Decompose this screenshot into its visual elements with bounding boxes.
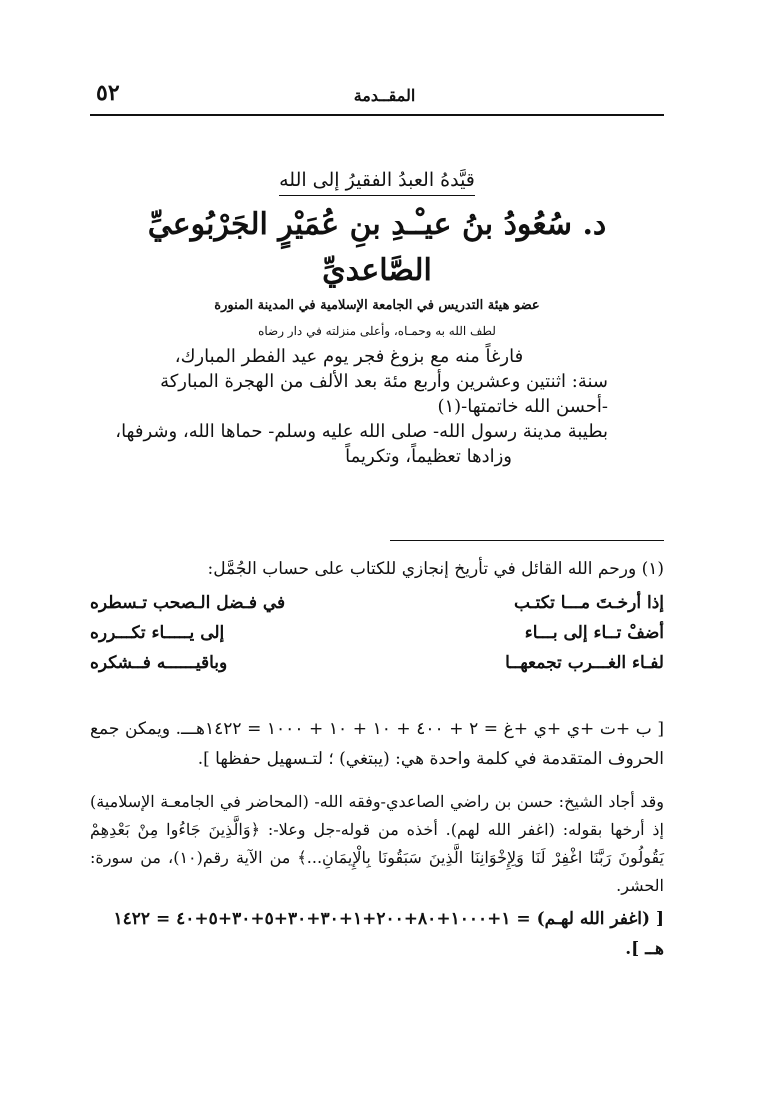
verse-first-hemistich: أضفْ تــاء إلى بـــاء <box>524 623 664 643</box>
completion-line: فارغاً منه مع بزوغ فجر يوم عيد الفطر المبارك، <box>174 346 524 367</box>
poem-verses <box>90 588 664 678</box>
verse-second-hemistich: في فـضل الـصحب تـسطره <box>90 593 286 613</box>
footnote <box>90 556 664 964</box>
completion-line: سنة: اثنتين وعشرين وأربع مئة بعد الألف من الهجرة المباركة <box>160 371 608 392</box>
verse-second-hemistich: إلى يـــــاء تكـــرره <box>90 623 225 643</box>
author-position: عضو هيئة التدريس في الجامعة الإسلامية في المدينة المنورة <box>214 298 540 313</box>
abjad-calculation-second: [ (اغفر الله لهـم) = ١+١٠٠٠+٨٠+٢٠٠+١+٣٠+٣٠+٥+٣٠+٥+٤٠ = ١٤٢٢ هــ ]. <box>113 909 664 959</box>
completion-line: -أحسن الله خاتمتها-(١) <box>437 396 608 417</box>
verse-row <box>90 588 664 618</box>
recorded-by-line: قيَّدهُ العبدُ الفقيرُ إلى الله <box>279 166 475 196</box>
author-name: د. سُعُودُ بنُ عيـْـدِ بنِ عُمَيْرٍ الجَرْبُوعيِّ الصَّاعديِّ <box>147 207 607 288</box>
abjad-calculation: [ ب +ت +ي +ي +غ = ٢ + ٤٠٠ + ١٠ + ١٠ + ١٠٠٠ = ١٤٢٢هـــ. ويمكن جمع الحروف المتقدمة في كلمة واحدة هي: (يبتغي) ؛ لتـسهيل حفظها ]. <box>90 719 664 769</box>
author-supplication: لطف الله به وحمـاه، وأعلى منزلته في دار رضاه <box>258 324 496 338</box>
completion-statement <box>90 344 664 469</box>
colophon <box>90 166 664 469</box>
completion-line: وزادها تعظيماً، وتكريماً <box>345 446 512 467</box>
footnote-paragraph: وقد أجاد الشيخ: حسن بن راضي الصاعدي-وفقه الله- (المحاضر في الجامعـة الإسلامية) إذ أرخها بقوله: (اغفر الله لهم). أخذه من قوله-جل وعلا-: ﴿وَالَّذِينَ جَاءُوا مِنْ بَعْدِهِمْ يَقُولُونَ رَبَّنَا اغْفِرْ لَنَا وَلِإِخْوَانِنَا الَّذِينَ سَبَقُونَا بِالْإِيمَانِ...﴾ من الآية رقم(١٠)، من سورة: الحشر. <box>90 792 665 895</box>
verse-first-hemistich: لفـاء الغـــرب تجمعهــا <box>505 653 664 673</box>
verse-row <box>90 648 664 678</box>
running-header: المقــدمة <box>353 86 416 105</box>
header-rule <box>90 114 664 116</box>
verse-second-hemistich: وباقيــــــه فــشكره <box>90 653 228 673</box>
page-number: ٥٢ <box>96 80 120 106</box>
completion-line: بطيبة مدينة رسول الله- صلى الله عليه وسلم- حماها الله، وشرفها، <box>115 421 608 442</box>
verse-first-hemistich: إذا أرخـتَ مـــا تكتـب <box>513 593 664 613</box>
footnote-intro: (١) ورحم الله القائل في تأريخ إنجازي للكتاب على حساب الجُمَّل: <box>207 559 664 579</box>
verse-row <box>90 618 664 648</box>
footnote-rule <box>390 540 664 541</box>
